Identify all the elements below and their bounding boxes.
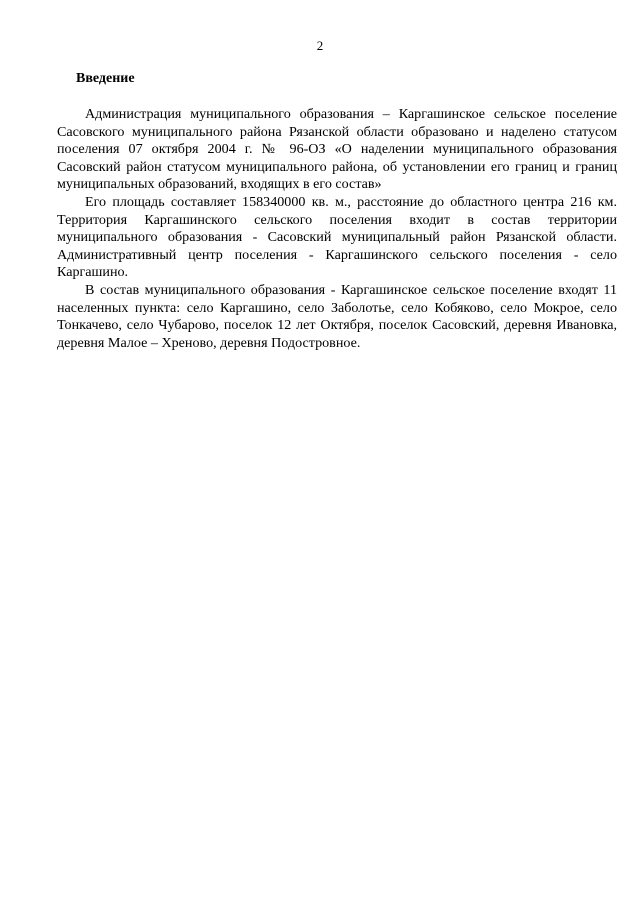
paragraph-administration: Администрация муниципального образования – Каргашинское сельское поселение Сасовского муниципального района Рязанской области образовано и наделено статусом поселения 07 октября 2004 г. № 96-ОЗ «О наделении муниципального образования Сасовский район статусом муниципального района, об установлении его границ и границ муниципальных образований, входящих в его состав» [57,106,617,193]
page-number: 2 [316,38,324,53]
section-body [57,106,617,352]
paragraph-area: Его площадь составляет 158340000 кв. м., расстояние до областного центра 216 км. Территория Каргашинского сельского поселения входит в состав территории муниципального образования - Сасовский муниципальный район Рязанской области. Административный центр поселения - Каргашинского сельского поселения - село Каргашино. [57,193,617,281]
section-heading: Введение [76,71,135,86]
paragraph-settlements: В состав муниципального образования - Каргашинское сельское поселение входят 11 населенных пункта: село Каргашино, село Заболотье, село Кобяково, село Мокрое, село Тонкачево, село Чубарово, поселок 12 лет Октября, поселок Сасовский, деревня Ивановка, деревня Малое – Хреново, деревня Подостровное. [57,281,617,351]
